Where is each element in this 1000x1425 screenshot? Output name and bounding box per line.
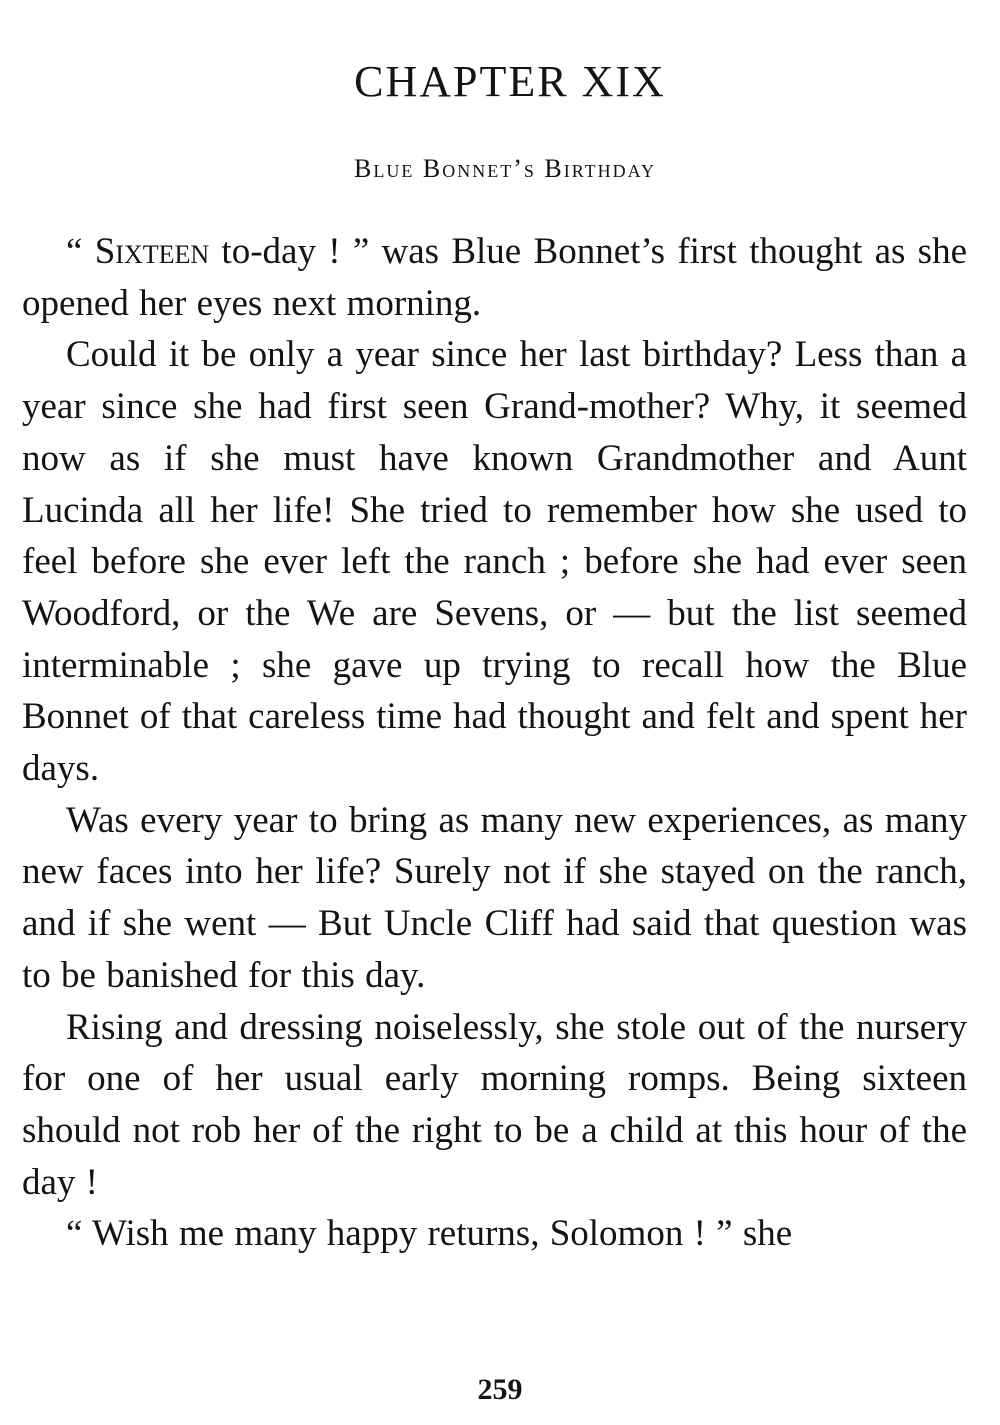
paragraph-5: “ Wish me many happy returns, Solomon ! ” she: [66, 1213, 793, 1255]
paragraph-4: Rising and dressing noiselessly, she stole out of the nursery for one of her usual early morning romps. Being sixteen should not rob her of the right to be a child at this hour of the day !: [22, 1006, 967, 1203]
body-text: [22, 226, 967, 1260]
paragraph-1: [22, 226, 967, 329]
chapter-subtitle: Blue Bonnet’s Birthday: [354, 154, 656, 183]
paragraph-2: Could it be only a year since her last birthday? Less than a year since she had first seen Grand-mother? Why, it seemed now as if she must have known Grandmother and Aunt Lucinda all her life! She tried to remember how she used to feel before she ever left the ranch ; before she had ever seen Woodford, or the We are Sevens, or — but the list seemed interminable ; she gave up trying to recall how the Blue Bonnet of that careless time had thought and felt and spent her days.: [22, 334, 967, 790]
chapter-title: CHAPTER XIX: [354, 57, 666, 106]
page-number: 259: [477, 1373, 523, 1406]
paragraph-text: to-day ! ” was Blue Bonnet’s first thought as she opened her eyes next morning.: [22, 231, 967, 324]
paragraph-3: Was every year to bring as many new experiences, as many new faces into her life? Surely not if she stayed on the ranch, and if she went — But Uncle Cliff had said that question was to be banished for this day.: [22, 799, 967, 996]
paragraph-lead-word: “ Sixteen: [66, 231, 210, 272]
